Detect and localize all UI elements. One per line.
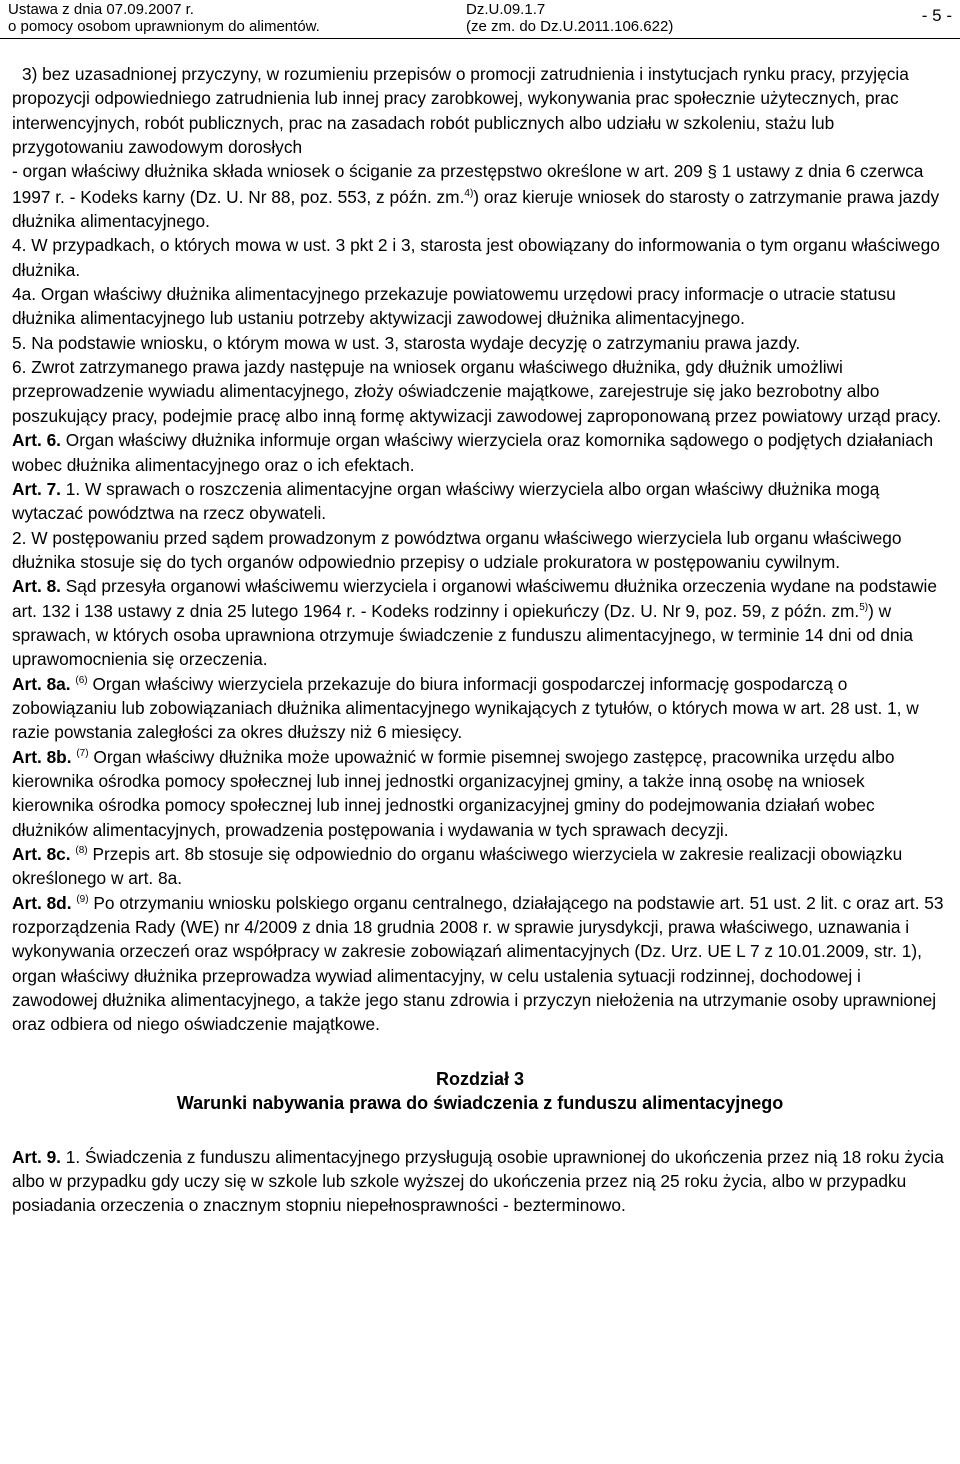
paragraph-4: 4. W przypadkach, o których mowa w ust. 3 pkt 2 i 3, starosta jest obowiązany do informowania o tym organu właściwego dłużnika. (12, 235, 940, 280)
organ-text-b: 1 ustawy z dnia 6 czerwca 1997 r. - Kodeks karny (Dz. U. Nr 88, poz. 553, z późn. zm. (12, 161, 924, 207)
paragraph-4a: 4a. Organ właściwy dłużnika alimentacyjnego przekazuje powiatowemu urzędowi pracy informacje o utracie statusu dłużnika alimentacyjnego lub ustaniu potrzeby aktywizacji zawodowej dłużnika alimentacyjnego. (12, 284, 896, 329)
article-7-text: 1. W sprawach o roszczenia alimentacyjne organ właściwy wierzyciela albo organ właściwy dłużnika mogą wytaczać powództwa na rzecz obywateli. (12, 478, 880, 524)
footnote-ref-4: 4) (464, 187, 474, 199)
chapter-spacer (12, 1115, 948, 1145)
article-8a-label: Art. 8a. (12, 673, 71, 694)
article-7-label: Art. 7. (12, 478, 61, 499)
article-8a-text: Organ właściwy wierzyciela przekazuje do biura informacji gospodarczej informację gospodarczą o zobowiązaniu lub zobowiązaniach dłużnika alimentacyjnego wynikających z tytułów, o których mowa w art. 28 ust. 1, w razie powstania zaległości za okres dłuższy niż 6 miesięcy. (12, 673, 919, 743)
article-8c-label: Art. 8c. (12, 844, 71, 864)
article-8-text-a: Sąd przesyła organowi właściwemu wierzyciela i organowi właściwemu dłużnika orzeczenia wydane na podstawie art. 132 i 138 ustawy z dnia 25 lutego 1964 r. - Kodeks rodzinny i opiekuńczy (Dz. U. Nr 9, poz. 59, z późn. zm. (12, 576, 937, 621)
article-8-label: Art. 8. (12, 576, 61, 597)
chapter-number: Rozdział 3 (435, 1068, 524, 1089)
section-sign: § (707, 162, 717, 182)
article-7 (12, 477, 948, 526)
article-8a (12, 672, 948, 745)
organ-text-c: ) oraz kieruje wniosek do starosty o zatrzymanie prawa jazdy dłużnika alimentacyjnego. (12, 186, 940, 232)
article-6 (12, 428, 948, 477)
article-9-label: Art. 9. (12, 1146, 61, 1167)
chapter-title: Warunki nabywania prawa do świadczenia z funduszu alimentacyjnego (176, 1092, 784, 1113)
header-act-subject: o pomocy osobom uprawnionym do alimentów. (8, 18, 320, 35)
header-amendments-ref: (ze zm. do Dz.U.2011.106.622) (466, 18, 674, 35)
footnote-ref-6: (6) (75, 674, 88, 686)
footnote-ref-8: (8) (75, 845, 88, 856)
paragraph-5: 5. Na podstawie wniosku, o którym mowa w ust. 3, starosta wydaje decyzję o zatrzymaniu prawa jazdy. (12, 332, 801, 353)
article-8c (12, 842, 948, 891)
article-8b-text: Organ właściwy dłużnika może upoważnić w formie pisemnej swojego zastępcę, pracownika urzędu albo kierownika ośrodka pomocy społecznej lub innej jednostki organizacyjnej gminy, a także inną osobę na wniosek kierownika ośrodka pomocy społecznej lub innej jednostki organizacyjnej gminy do podejmowania działań wobec dłużników alimentacyjnych, prowadzenia postępowania i wydawania w tych sprawach decyzji. (12, 746, 895, 840)
article-8d-label: Art. 8d. (12, 892, 72, 913)
document-body (12, 62, 948, 1218)
article-9 (12, 1145, 948, 1218)
article-8 (12, 574, 948, 671)
article-8-text-b: ) w sprawach, w których osoba uprawniona otrzymuje świadczenie z funduszu alimentacyjnego, w terminie 14 dni od dnia uprawomocnienia się orzeczenia. (12, 600, 914, 670)
organ-text-a: - organ właściwy dłużnika składa wniosek o ściganie za przestępstwo określone w art. 209 (12, 161, 708, 182)
paragraph-organ-motion (12, 159, 948, 233)
article-8c-text: Przepis art. 8b stosuje się odpowiednio do organu właściwego wierzyciela w zakresie realizacji obowiązku określonego w art. 8a. (12, 844, 903, 889)
page-number: - 5 - (921, 6, 952, 25)
article-8b (12, 745, 948, 842)
header-rule (0, 38, 960, 39)
article-7-paragraph-2: 2. W postępowaniu przed sądem prowadzonym z powództwa organu właściwego wierzyciela lub organu właściwego dłużnika stosuje się do tych organów odpowiednio przepisy o udziale prokuratora w postępowaniu cywilnym. (12, 527, 902, 572)
footnote-ref-9: (9) (76, 893, 89, 905)
article-8b-label: Art. 8b. (12, 746, 72, 767)
article-9-text: 1. Świadczenia z funduszu alimentacyjnego przysługują osobie uprawnionej do ukończenia przez nią 18 roku życia albo w przypadku gdy uczy się w szkole lub szkole wyższej do ukończenia przez nią 25 roku życia, albo w przypadku posiadania orzeczenia o znacznym stopniu niepełnosprawności - bezterminowo. (12, 1146, 944, 1216)
page-header (0, 0, 960, 40)
article-6-text: Organ właściwy dłużnika informuje organ właściwy wierzyciela oraz komornika sądowego o podjętych działaniach wobec dłużnika alimentacyjnego oraz o ich efektach. (12, 430, 934, 475)
paragraph-3-item: 3) bez uzasadnionej przyczyny, w rozumieniu przepisów o promocji zatrudnienia i instytucjach rynku pracy, przyjęcia propozycji odpowiedniego zatrudnienia lub innej pracy zarobkowej, wykonywania prac społecznie użytecznych, prac interwencyjnych, robót publicznych, prac na zasadach robót publicznych albo udziału w szkoleniu, stażu lub przygotowaniu zawodowym dorosłych (12, 64, 909, 158)
header-journal-ref: Dz.U.09.1.7 (466, 1, 546, 18)
footnote-ref-5: 5) (859, 601, 869, 613)
article-8d (12, 891, 948, 1037)
article-6-label: Art. 6. (12, 430, 61, 451)
footnote-ref-7: (7) (76, 747, 89, 759)
article-8d-text: Po otrzymaniu wniosku polskiego organu centralnego, działającego na podstawie art. 51 ust. 2 lit. c oraz art. 53 rozporządzenia Rady (WE) nr 4/2009 z dnia 18 grudnia 2008 r. w sprawie jurysdykcji, prawa właściwego, uznawania i wykonywania orzeczeń oraz współpracy w zakresie zobowiązań alimentacyjnych (Dz. Urz. UE L 7 z 10.01.2009, str. 1), organ właściwy dłużnika przeprowadza wywiad alimentacyjny, w celu ustalenia sytuacji rodzinnej, dochodowej i zawodowej dłużnika alimentacyjnego, a także jego stanu zdrowia i przyczyn niełożenia na utrzymanie osoby uprawnionej oraz odbiera od niego oświadczenie majątkowe. (12, 892, 944, 1035)
paragraph-6: 6. Zwrot zatrzymanego prawa jazdy następuje na wniosek organu właściwego dłużnika, gdy dłużnik umożliwi przeprowadzenie wywiadu alimentacyjnego, złoży oświadczenie majątkowe, zarejestruje się jako bezrobotny albo poszukujący pracy, podejmie pracę albo inną formę aktywizacji zawodowej zaproponowaną przez powiatowy urząd pracy. (12, 357, 942, 426)
header-act-title: Ustawa z dnia 07.09.2007 r. (8, 1, 194, 18)
